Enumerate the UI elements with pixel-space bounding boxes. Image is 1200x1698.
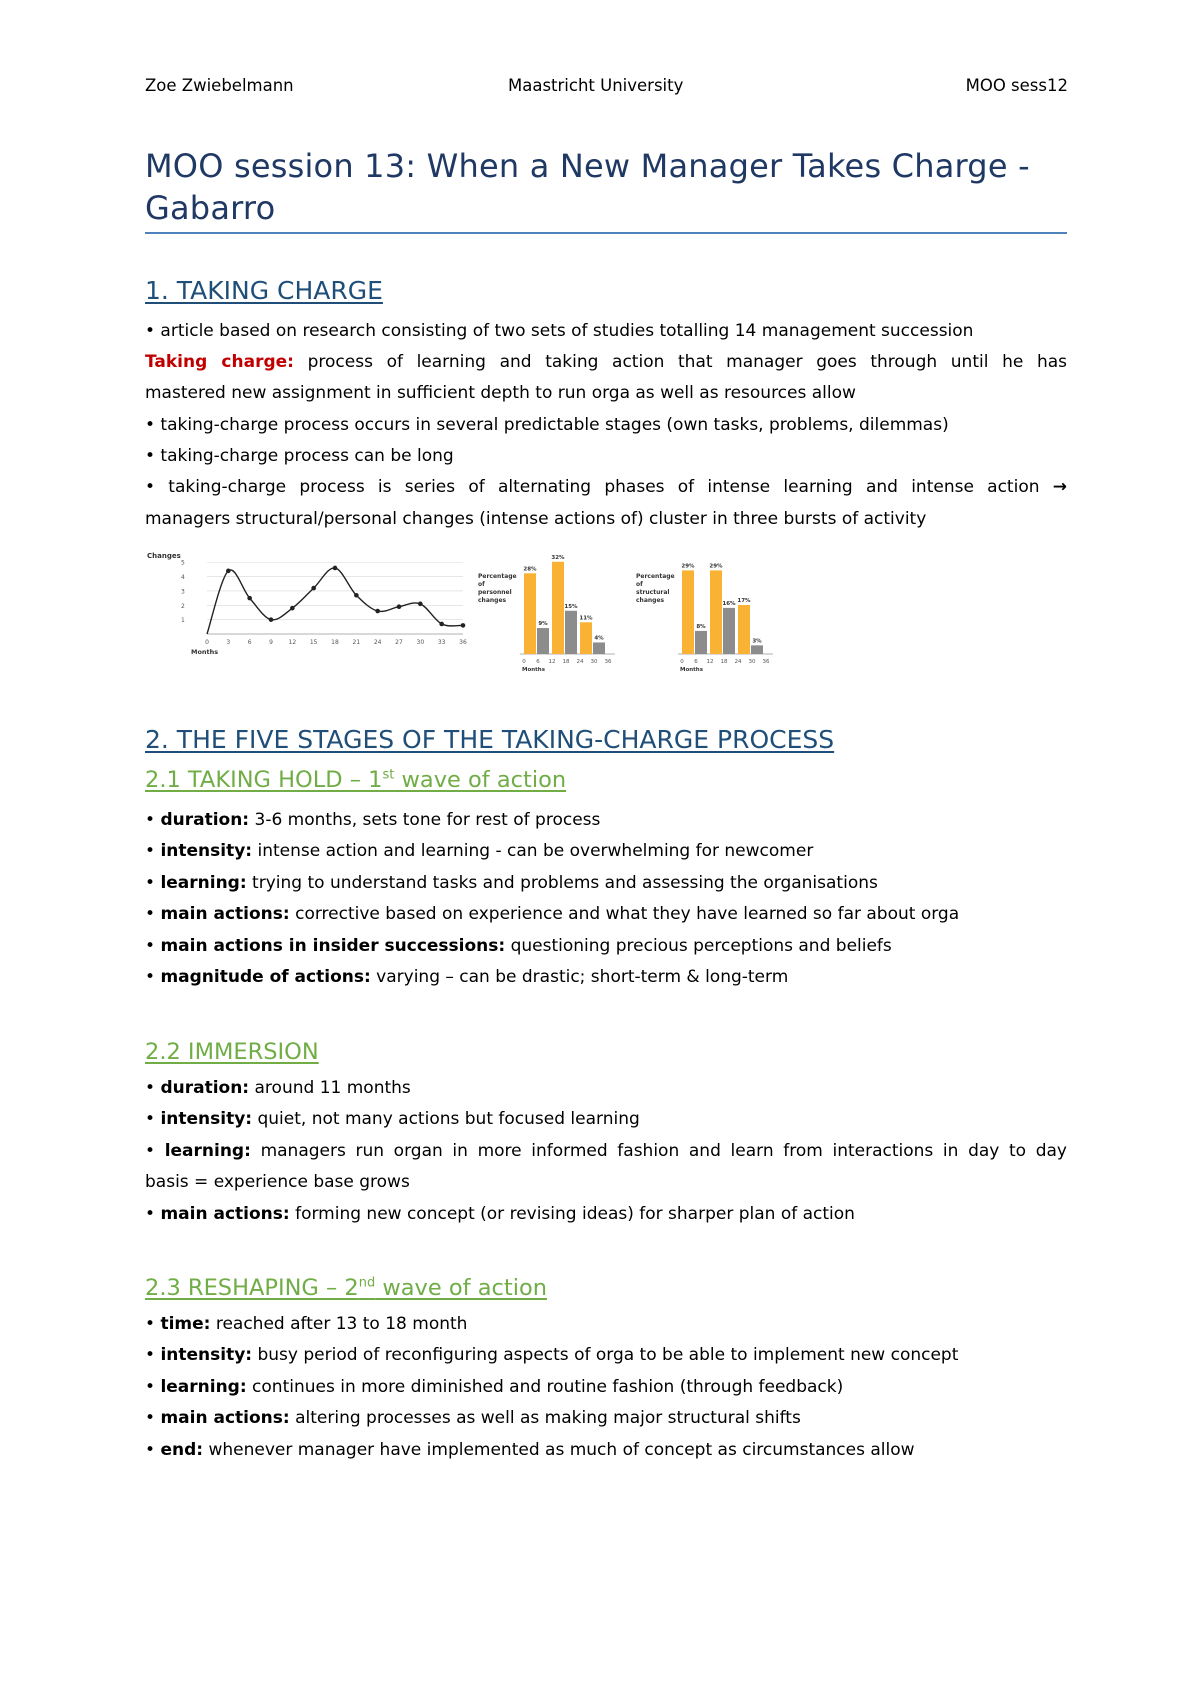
list-item-text: around 11 months xyxy=(249,1078,411,1098)
list-item xyxy=(145,1171,410,1193)
list-item-text: busy period of reconfiguring aspects of orga to be able to implement new concept xyxy=(252,1345,959,1366)
section1-bullet-2: • taking-charge process occurs in several predictable stages (own tasks, problems, dilemmas) xyxy=(145,415,949,435)
list-item xyxy=(145,840,813,862)
data-label: 17% xyxy=(737,598,751,604)
x-tick-label: 24 xyxy=(373,639,382,646)
x-tick-label: 12 xyxy=(288,639,297,646)
list-item-term: magnitude of actions: xyxy=(160,967,371,987)
title-underline xyxy=(145,232,1067,234)
data-label: 32% xyxy=(551,554,565,561)
data-point xyxy=(333,566,338,571)
section2-3-heading: 2.3 RESHAPING – 2nd wave of action xyxy=(145,1275,547,1301)
list-item-text: intense action and learning - can be overwhelming for newcomer xyxy=(252,841,814,862)
list-item xyxy=(145,1344,958,1366)
y-tick-label: 2 xyxy=(181,602,185,610)
y-axis-label: structural xyxy=(636,589,670,596)
section1-definition-line-1 xyxy=(145,351,1067,373)
x-tick-label: 33 xyxy=(437,639,446,646)
y-axis-label: personnel xyxy=(478,589,512,596)
bar xyxy=(580,622,592,654)
bar xyxy=(682,570,694,654)
y-tick-label: 5 xyxy=(181,559,185,567)
x-tick-label: 9 xyxy=(269,639,273,646)
data-label: 11% xyxy=(579,615,593,622)
list-item-term: main actions: xyxy=(160,904,290,925)
data-label: 3% xyxy=(752,638,762,645)
x-tick-label: 30 xyxy=(748,659,756,665)
header-session: MOO sess12 xyxy=(965,76,1068,95)
x-tick-label: 30 xyxy=(416,639,425,646)
x-tick-label: 36 xyxy=(762,659,770,665)
list-item-term: time: xyxy=(160,1314,211,1334)
x-tick-label: 18 xyxy=(562,659,570,665)
data-point xyxy=(226,569,231,574)
section1-bullet-3: • taking-charge process can be long xyxy=(145,446,454,466)
x-tick-label: 36 xyxy=(604,659,612,665)
list-item-term: duration: xyxy=(160,1078,250,1098)
document-title: MOO session 13: When a New Manager Takes Charge - Gabarro xyxy=(145,147,1030,227)
data-label: 16% xyxy=(722,600,736,607)
data-point xyxy=(311,586,316,591)
bullet: • xyxy=(145,1140,165,1161)
bullet: • xyxy=(145,1314,161,1334)
changes-line-chart xyxy=(145,546,470,668)
data-point xyxy=(354,593,359,598)
bullet: • xyxy=(145,1376,161,1397)
list-item-text: trying to understand tasks and problems and assessing the organisations xyxy=(246,872,878,893)
data-point xyxy=(418,602,423,607)
list-item-term: intensity: xyxy=(160,1109,253,1130)
x-tick-label: 30 xyxy=(590,659,598,665)
list-item-text: varying – can be drastic; short-term & long-term xyxy=(370,967,789,987)
list-item-term: intensity: xyxy=(160,1345,253,1366)
y-tick-label: 3 xyxy=(181,588,185,596)
section1-bullet-1: • article based on research consisting of two sets of studies totalling 14 management succession xyxy=(145,321,974,341)
data-point xyxy=(247,596,252,601)
bar xyxy=(552,562,564,654)
x-tick-label: 6 xyxy=(247,639,252,646)
section2-1-heading: 2.1 TAKING HOLD – 1st wave of action xyxy=(145,767,567,793)
list-item-term: main actions in insider successions: xyxy=(160,935,506,956)
x-axis-label: Months xyxy=(191,648,219,656)
y-tick-label: 1 xyxy=(181,617,185,625)
list-item xyxy=(145,809,600,831)
data-label: 4% xyxy=(594,635,604,642)
list-item-term: learning: xyxy=(164,1140,251,1161)
y-axis-label: Changes xyxy=(147,552,181,560)
list-item xyxy=(145,1376,843,1398)
bar xyxy=(723,608,735,654)
list-item-term: learning: xyxy=(160,1376,247,1397)
bullet: • xyxy=(145,904,161,925)
bar xyxy=(738,605,750,654)
list-item-text: quiet, not many actions but focused learning xyxy=(252,1109,640,1130)
x-tick-label: 24 xyxy=(734,659,742,665)
y-axis-label: Percentage xyxy=(478,573,517,580)
bullet: • xyxy=(145,810,161,830)
y-axis-label: of xyxy=(636,581,643,588)
data-label: 29% xyxy=(709,563,723,570)
bullet: • xyxy=(145,1203,161,1224)
bar xyxy=(695,631,707,654)
section2-heading: 2. THE FIVE STAGES OF THE TAKING-CHARGE PROCESS xyxy=(145,725,835,754)
bullet: • xyxy=(145,841,161,862)
data-label: 28% xyxy=(523,566,537,573)
section2-2-heading: 2.2 IMMERSION xyxy=(145,1039,319,1065)
definition-term: Taking charge: xyxy=(145,352,294,372)
structural-changes-bar-chart xyxy=(636,538,786,673)
list-item-text: forming new concept (or revising ideas) for sharper plan of action xyxy=(289,1203,855,1224)
list-item-term: main actions: xyxy=(160,1203,290,1224)
data-label: 9% xyxy=(538,621,548,628)
bullet: • xyxy=(145,1439,161,1460)
y-tick-label: 4 xyxy=(181,574,185,582)
y-axis-label: changes xyxy=(478,597,507,604)
x-tick-label: 21 xyxy=(352,639,361,646)
data-label: 29% xyxy=(681,563,695,570)
x-tick-label: 24 xyxy=(576,659,584,665)
x-tick-label: 15 xyxy=(309,639,318,646)
bar xyxy=(751,645,763,654)
bullet: • xyxy=(145,1109,161,1130)
data-point xyxy=(375,609,380,614)
x-tick-label: 0 xyxy=(680,659,684,665)
list-item-text: altering processes as well as making major structural shifts xyxy=(289,1408,801,1429)
bar xyxy=(593,642,605,654)
bullet: • xyxy=(145,1408,161,1429)
bar xyxy=(537,628,549,654)
x-tick-label: 0 xyxy=(205,639,209,646)
series-line xyxy=(207,568,463,634)
x-tick-label: 0 xyxy=(522,659,526,665)
bar xyxy=(565,611,577,654)
list-item xyxy=(145,1313,467,1335)
y-axis-label: changes xyxy=(636,597,665,604)
list-item-term: main actions: xyxy=(160,1408,290,1429)
section1-definition-line-2: mastered new assignment in sufficient depth to run orga as well as resources allow xyxy=(145,383,856,403)
data-point xyxy=(461,623,466,628)
data-point xyxy=(397,604,402,609)
x-tick-label: 6 xyxy=(536,659,540,665)
y-axis-label: of xyxy=(478,581,485,588)
bar xyxy=(710,570,722,654)
x-tick-label: 12 xyxy=(706,659,714,665)
x-axis-label: Months xyxy=(680,667,703,673)
list-item xyxy=(145,1203,855,1225)
list-item-text: managers run organ in more informed fashion and learn from interactions in day to day xyxy=(250,1140,1067,1161)
list-item xyxy=(145,872,878,894)
y-axis-label: Percentage xyxy=(636,573,675,580)
list-item-text: continues in more diminished and routine fashion (through feedback) xyxy=(246,1376,844,1397)
bullet: • xyxy=(145,1345,161,1366)
x-tick-label: 3 xyxy=(226,639,231,646)
definition-text: process of learning and taking action that manager goes through until he has xyxy=(293,352,1067,372)
x-axis-label: Months xyxy=(522,667,545,673)
bullet: • xyxy=(145,872,161,893)
section1-heading: 1. TAKING CHARGE xyxy=(145,276,383,305)
data-label: 8% xyxy=(696,623,706,630)
x-tick-label: 18 xyxy=(331,639,339,646)
bullet: • xyxy=(145,935,161,956)
bar xyxy=(524,573,536,654)
list-item-term: learning: xyxy=(160,872,247,893)
list-item xyxy=(145,1140,1067,1162)
x-tick-label: 12 xyxy=(548,659,556,665)
list-item-text: reached after 13 to 18 month xyxy=(210,1314,468,1334)
x-tick-label: 27 xyxy=(395,639,403,646)
section1-bullet-4-line-1 xyxy=(145,476,1067,498)
list-item-text: corrective based on experience and what they have learned so far about orga xyxy=(289,904,960,925)
list-item xyxy=(145,1077,411,1099)
data-label: 15% xyxy=(564,603,578,610)
x-tick-label: 18 xyxy=(720,659,728,665)
section1-bullet-4-line-2: managers structural/personal changes (intense actions of) cluster in three bursts of activity xyxy=(145,509,927,529)
list-item-text: 3-6 months, sets tone for rest of process xyxy=(249,810,601,830)
header-university: Maastricht University xyxy=(508,76,684,95)
list-item xyxy=(145,1108,640,1130)
bullet-4-text: • taking-charge process is series of alternating phases of intense learning and intense action xyxy=(145,477,1040,497)
personnel-changes-bar-chart xyxy=(478,538,628,673)
list-item xyxy=(145,1407,801,1429)
arrow-right-icon: → xyxy=(1052,477,1068,497)
list-item-text: basis = experience base grows xyxy=(145,1172,410,1193)
data-point xyxy=(290,606,295,611)
list-item xyxy=(145,935,892,957)
list-item-text: questioning precious perceptions and beliefs xyxy=(505,935,892,956)
list-item-term: intensity: xyxy=(160,841,253,862)
bullet: • xyxy=(145,1078,161,1098)
data-point xyxy=(269,617,274,622)
header-author: Zoe Zwiebelmann xyxy=(145,76,294,95)
list-item xyxy=(145,966,788,988)
x-tick-label: 36 xyxy=(459,639,467,646)
x-tick-label: 6 xyxy=(694,659,698,665)
bullet: • xyxy=(145,967,161,987)
list-item-term: end: xyxy=(160,1439,204,1460)
list-item-term: duration: xyxy=(160,810,250,830)
list-item-text: whenever manager have implemented as much of concept as circumstances allow xyxy=(203,1439,915,1460)
list-item xyxy=(145,903,959,925)
list-item xyxy=(145,1439,915,1461)
data-point xyxy=(439,622,444,627)
